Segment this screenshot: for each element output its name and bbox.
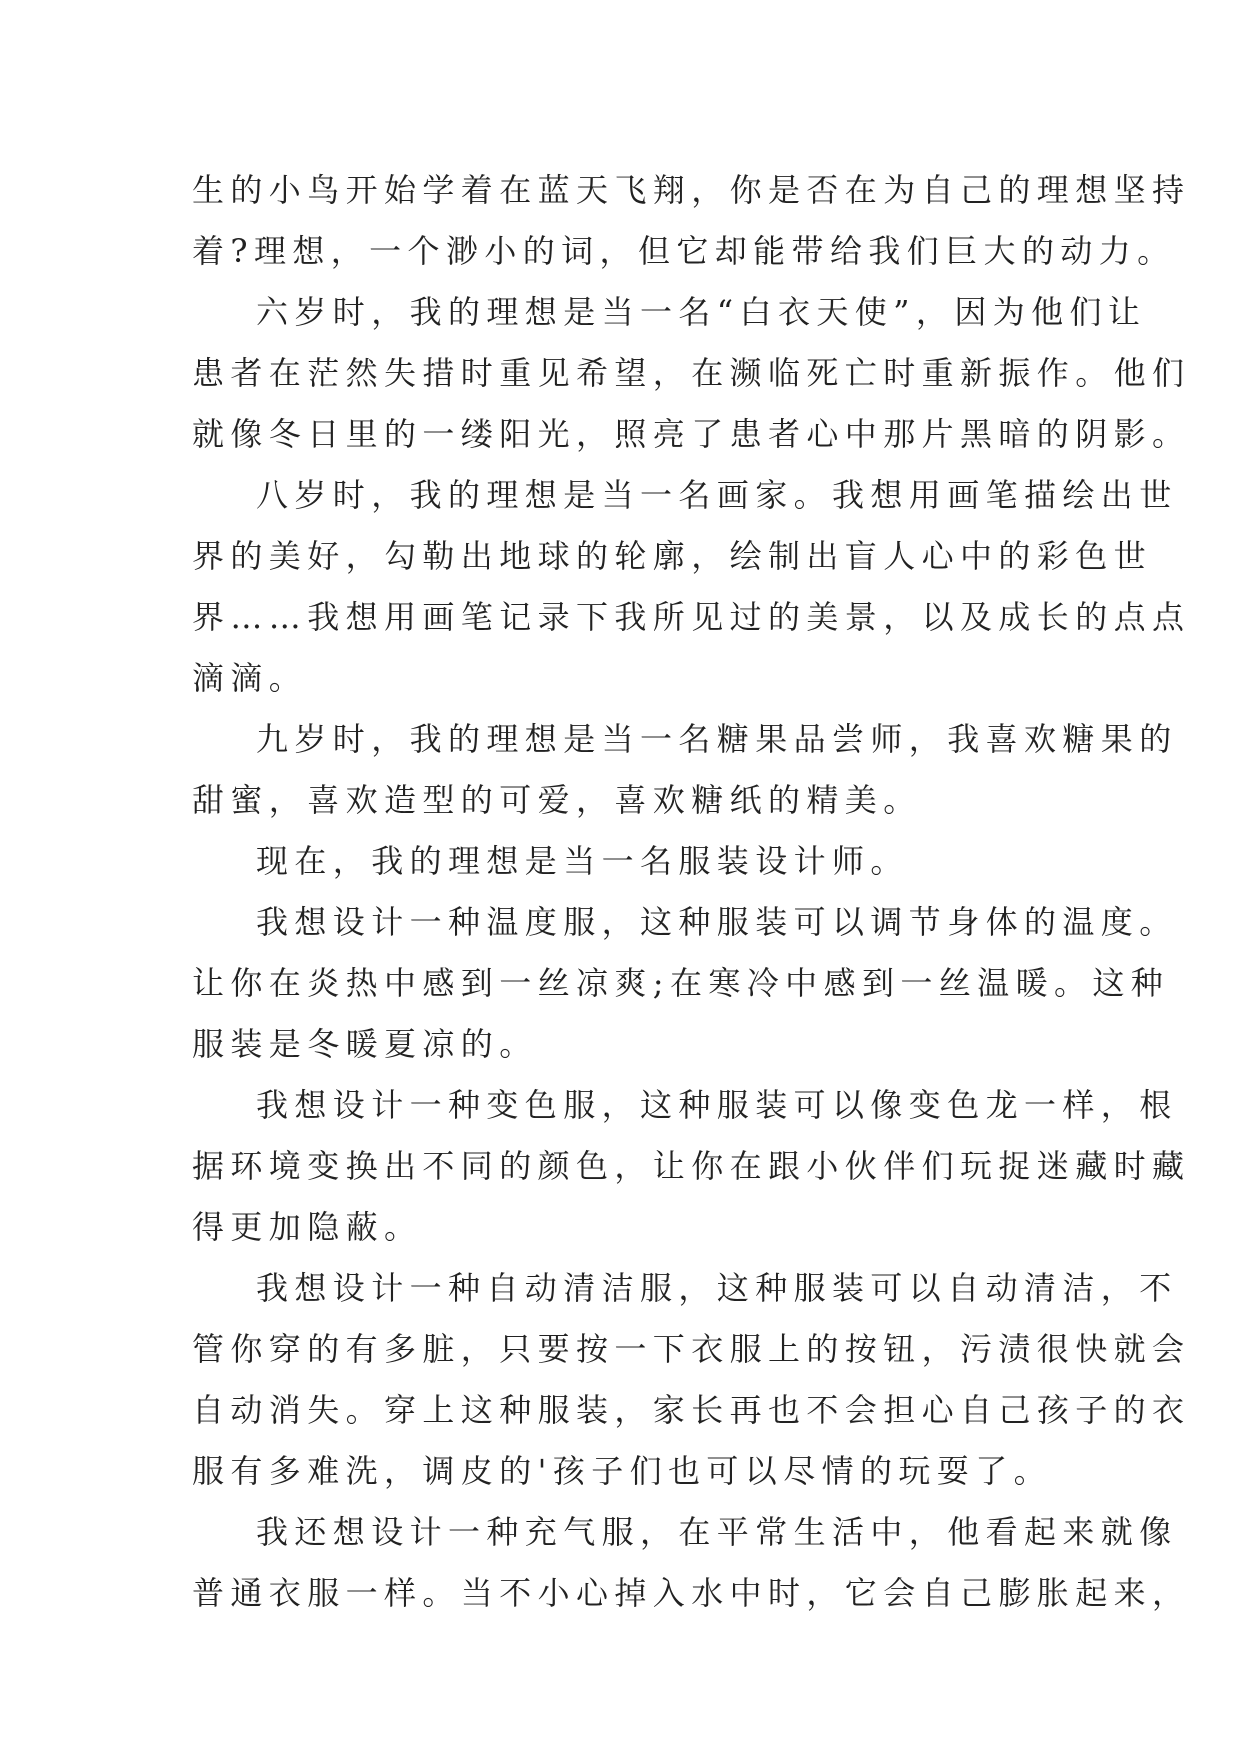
text-line: 滴滴。: [192, 659, 308, 697]
text-line: 生的小鸟开始学着在蓝天飞翔，你是否在为自己的理想坚持: [192, 171, 1191, 209]
text-line: 就像冬日里的一缕阳光，照亮了患者心中那片黑暗的阴影。: [192, 415, 1191, 453]
text-line: 我还想设计一种充气服，在平常生活中，他看起来就像: [256, 1513, 1178, 1551]
paragraph: [192, 465, 1191, 709]
paragraph: [192, 1075, 1191, 1258]
text-line: 服有多难洗，调皮的'孩子们也可以尽情的玩耍了。: [192, 1452, 1052, 1490]
text-line: 八岁时，我的理想是当一名画家。我想用画笔描绘出世: [256, 476, 1178, 514]
text-line: 界……我想用画笔记录下我所见过的美景，以及成长的点点: [192, 598, 1191, 636]
text-line: 据环境变换出不同的颜色，让你在跟小伙伴们玩捉迷藏时藏: [192, 1147, 1191, 1185]
text-line: 得更加隐蔽。: [192, 1208, 423, 1246]
paragraph: [192, 1502, 1191, 1624]
text-line: 患者在茫然失措时重见希望，在濒临死亡时重新振作。他们: [192, 354, 1191, 392]
document-body: [192, 160, 1191, 1624]
text-line: 我想设计一种自动清洁服，这种服装可以自动清洁，不: [256, 1269, 1178, 1307]
text-line: 服装是冬暖夏凉的。: [192, 1025, 538, 1063]
text-line: 管你穿的有多脏，只要按一下衣服上的按钮，污渍很快就会: [192, 1330, 1191, 1368]
text-line: 着?理想，一个渺小的词，但它却能带给我们巨大的动力。: [192, 232, 1176, 270]
text-line: 六岁时，我的理想是当一名“白衣天使”，因为他们让: [256, 293, 1147, 331]
paragraph: [192, 160, 1191, 282]
paragraph: [192, 709, 1178, 831]
text-line: 界的美好，勾勒出地球的轮廓，绘制出盲人心中的彩色世: [192, 537, 1153, 575]
paragraph: [192, 282, 1191, 465]
text-line: 九岁时，我的理想是当一名糖果品尝师，我喜欢糖果的: [256, 720, 1178, 758]
text-line: 自动消失。穿上这种服装，家长再也不会担心自己孩子的衣: [192, 1391, 1191, 1429]
paragraph: [192, 831, 1072, 892]
text-line: 现在，我的理想是当一名服装设计师。: [256, 842, 909, 880]
text-line: 我想设计一种温度服，这种服装可以调节身体的温度。: [256, 903, 1178, 941]
text-line: 普通衣服一样。当不小心掉入水中时，它会自己膨胀起来，: [192, 1574, 1191, 1612]
text-line: 让你在炎热中感到一丝凉爽;在寒冷中感到一丝温暖。这种: [192, 964, 1170, 1002]
paragraph: [192, 1258, 1191, 1502]
paragraph: [192, 892, 1178, 1075]
text-line: 甜蜜，喜欢造型的可爱，喜欢糖纸的精美。: [192, 781, 922, 819]
text-line: 我想设计一种变色服，这种服装可以像变色龙一样，根: [256, 1086, 1178, 1124]
